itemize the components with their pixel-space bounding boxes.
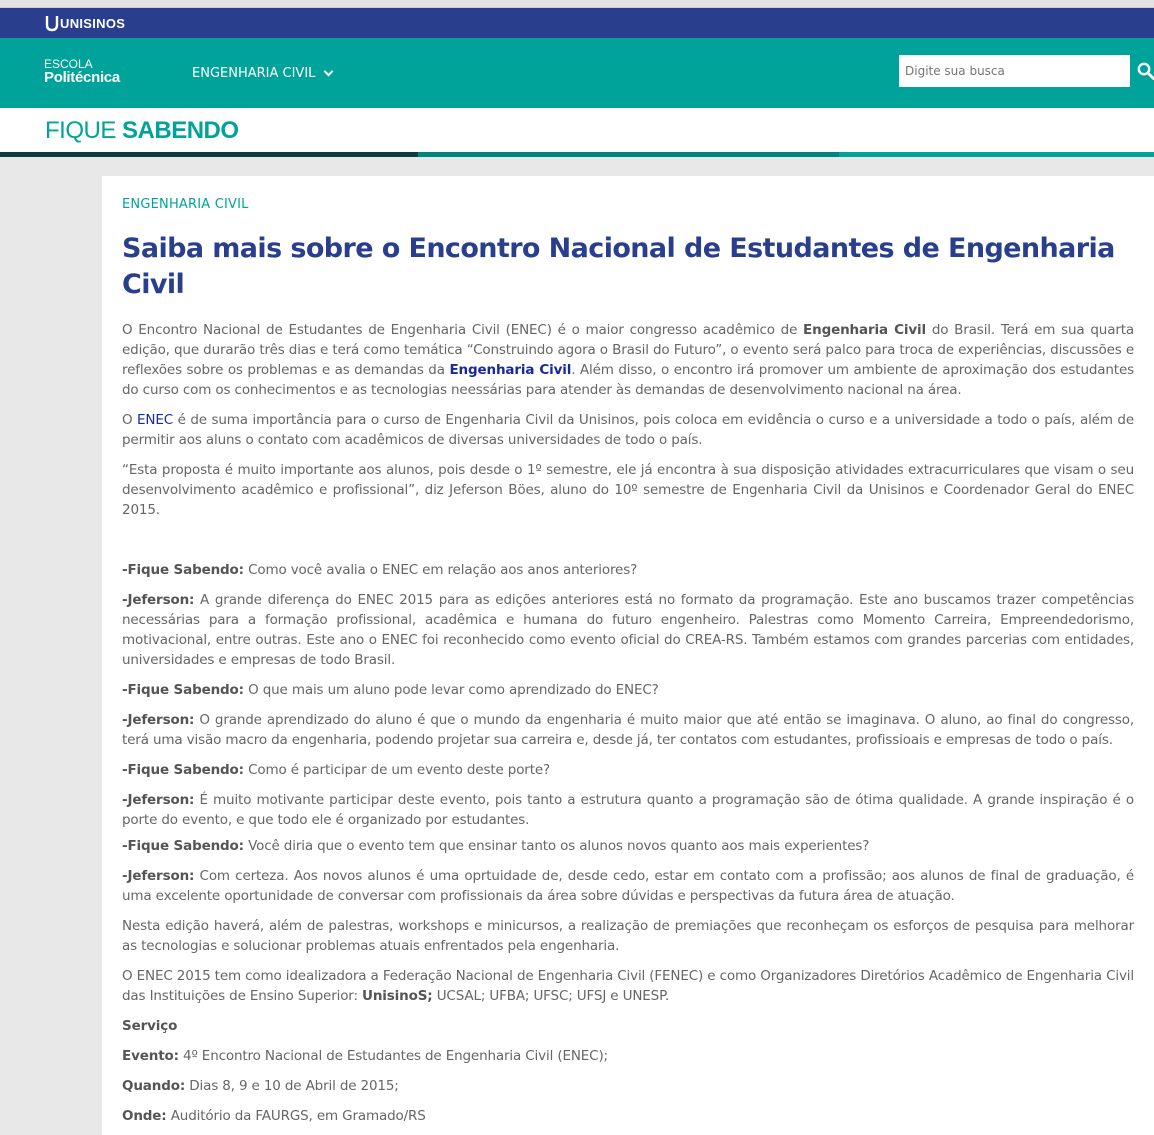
answer-4 (122, 866, 1134, 906)
interviewer-label: -Fique Sabendo: (122, 562, 244, 578)
section-banner (0, 108, 1154, 152)
unisinos-logo[interactable] (44, 14, 125, 32)
search-icon (1137, 62, 1154, 80)
service-where (122, 1106, 1134, 1126)
university-name: UNISINOS (60, 15, 126, 31)
text: O (122, 412, 138, 428)
interviewer-label: -Fique Sabendo: (122, 762, 244, 778)
interviewee-label: -Jeferson: (122, 792, 195, 808)
service-heading (122, 1016, 1134, 1036)
paragraph-importance (122, 410, 1134, 450)
service-label: Serviço (122, 1018, 178, 1034)
event-label: Evento: (122, 1048, 179, 1064)
text: UCSAL; UFBA; UFSC; UFSJ e UNESP. (432, 988, 670, 1004)
section-title-light: FIQUE (45, 117, 123, 144)
paragraph-edition: Nesta edição haverá, além de palestras, workshops e minicursos, a realização de premiações que reconheçam os esforços de pesquisa para melhorar as tecnologias e solucionar problemas atuais enfrentados pela engenharia. (122, 918, 1134, 954)
answer-text: A grande diferença do ENEC 2015 para as edições anteriores está no formato da programação. Este ano buscamos trazer competências necessárias para a formação profissional, acadêmica e humana do futuro engenheiro. Palestras como Momento Carreira, Empreendedorismo, motivacional, entre outras. Este ano o ENEC foi reconhecido como evento oficial do CREA-RS. Também estamos com grandes parcerias com entidades, universidades e empresas de todo Brasil. (122, 592, 1134, 668)
school-line1: ESCOLA (44, 57, 93, 71)
interviewee-label: -Jeferson: (122, 712, 195, 728)
text: . Além disso, o encontro irá promover um ambiente de aproximação dos estudantes do curso com os conhecimentos e as tecnologias neessárias para atender às demandas de desenvolvimento nacional na área. (122, 362, 1134, 398)
school-line2: Politécnica (44, 69, 120, 86)
paragraph-quote: “Esta proposta é muito importante aos alunos, pois desde o 1º semestre, ele já encontra à sua disposição atividades extracurriculares que visam o seu desenvolvimento acadêmico e profissional”, diz Jeferson Böes, aluno do 10º semestre de Engenharia Civil da Unisinos e Coordenador Geral do ENEC 2015. (122, 462, 1134, 518)
question-2 (122, 680, 1134, 700)
interviewee-label: -Jeferson: (122, 868, 195, 884)
enec-link[interactable]: ENEC (137, 412, 174, 428)
answer-1 (122, 590, 1134, 670)
question-text: Como você avalia o ENEC em relação aos anos anteriores? (243, 562, 638, 578)
chevron-down-icon (324, 67, 334, 77)
stripe-mid (418, 152, 839, 157)
paragraph-organizers (122, 966, 1134, 1006)
article-title: Saiba mais sobre o Encontro Nacional de Estudantes de Engenharia Civil (122, 233, 1115, 300)
keyword-link[interactable]: Engenharia Civil (449, 362, 572, 378)
when-value: Dias 8, 9 e 10 de Abril de 2015; (185, 1078, 399, 1094)
search-input[interactable] (899, 55, 1129, 87)
question-1 (122, 560, 1134, 580)
question-4 (122, 836, 1134, 856)
browser-top-gap (0, 0, 1154, 8)
course-menu[interactable] (192, 66, 332, 81)
interviewer-label: -Fique Sabendo: (122, 682, 244, 698)
text: do Brasil. Terá em sua quarta edição, que durarão três dias e terá como temática “Construindo agora o Brasil do Futuro”, o evento será palco para troca de experiências, discussões e reflexões sobre os problemas e as demandas da (122, 322, 1134, 378)
keyword: UnisinoS; (362, 988, 433, 1004)
university-bar (0, 8, 1154, 38)
question-3 (122, 760, 1134, 780)
answer-text: É muito motivante participar deste evento, pois tanto a estrutura quanto a programação são de ótima qualidade. A grande inspiração é o porte do evento, e que todo ele é organizado por estudantes. (122, 792, 1134, 828)
question-text: O que mais um aluno pode levar como aprendizado do ENEC? (243, 682, 659, 698)
service-event (122, 1046, 1134, 1066)
section-stripe (0, 152, 1154, 157)
text: O ENEC 2015 tem como idealizadora a Federação Nacional de Engenharia Civil (FENEC) e como Organizadores Diretórios Acadêmico de Engenharia Civil das Instituições de Ensino Superior: (122, 968, 1134, 1004)
section-title-bold: SABENDO (122, 117, 239, 144)
unisinos-mark-icon (44, 14, 60, 32)
question-text: Você diria que o evento tem que ensinar tanto os alunos novos quanto aos mais experientes? (243, 838, 870, 854)
answer-2 (122, 710, 1134, 750)
when-label: Quando: (122, 1078, 186, 1094)
article-card (102, 176, 1154, 1135)
search-button[interactable] (1129, 55, 1154, 87)
where-value: Auditório da FAURGS, em Gramado/RS (166, 1108, 426, 1124)
interviewer-label: -Fique Sabendo: (122, 838, 244, 854)
service-when (122, 1076, 1134, 1096)
answer-text: O grande aprendizado do aluno é que o mundo da engenharia é muito maior que até então se imaginava. O aluno, ao final do congresso, terá uma visão macro da engenharia, podendo projetar sua carreira e, desde já, ter contatos com estudantes, profissioais e empresas de todo o país. (122, 712, 1134, 748)
section-title[interactable] (45, 117, 239, 145)
answer-text: Com certeza. Aos novos alunos é uma oprtuidade de, desde cedo, estar em contato com a profissão; aos alunos de final de graduação, é uma excelente oportunidade de conversar com profissionais da área sobre dúvidas e perspectivas da futura área de atuação. (122, 868, 1134, 904)
spacer (122, 530, 1134, 560)
site-header (0, 38, 1154, 108)
search-bar (899, 55, 1154, 87)
stripe-dark (0, 152, 418, 157)
text: é de suma importância para o curso de Engenharia Civil da Unisinos, pois coloca em evidência o curso e a universidade a todo o país, além de permitir aos aluns o contato com acadêmicos de diversas universidades de todo o país. (122, 412, 1134, 448)
article-body (122, 320, 1134, 1126)
course-menu-label: ENGENHARIA CIVIL (192, 66, 316, 81)
stripe-light (839, 152, 1154, 157)
article-category[interactable]: ENGENHARIA CIVIL (122, 197, 249, 212)
text: O Encontro Nacional de Estudantes de Engenharia Civil (ENEC) é o maior congresso acadêmico de (122, 322, 804, 338)
interviewee-label: -Jeferson: (122, 592, 195, 608)
where-label: Onde: (122, 1108, 167, 1124)
answer-3 (122, 790, 1134, 830)
question-text: Como é participar de um evento deste porte? (243, 762, 551, 778)
paragraph-intro (122, 320, 1134, 400)
event-value: 4º Encontro Nacional de Estudantes de Engenharia Civil (ENEC); (178, 1048, 608, 1064)
school-logo[interactable] (44, 57, 120, 85)
keyword: Engenharia Civil (803, 322, 926, 338)
